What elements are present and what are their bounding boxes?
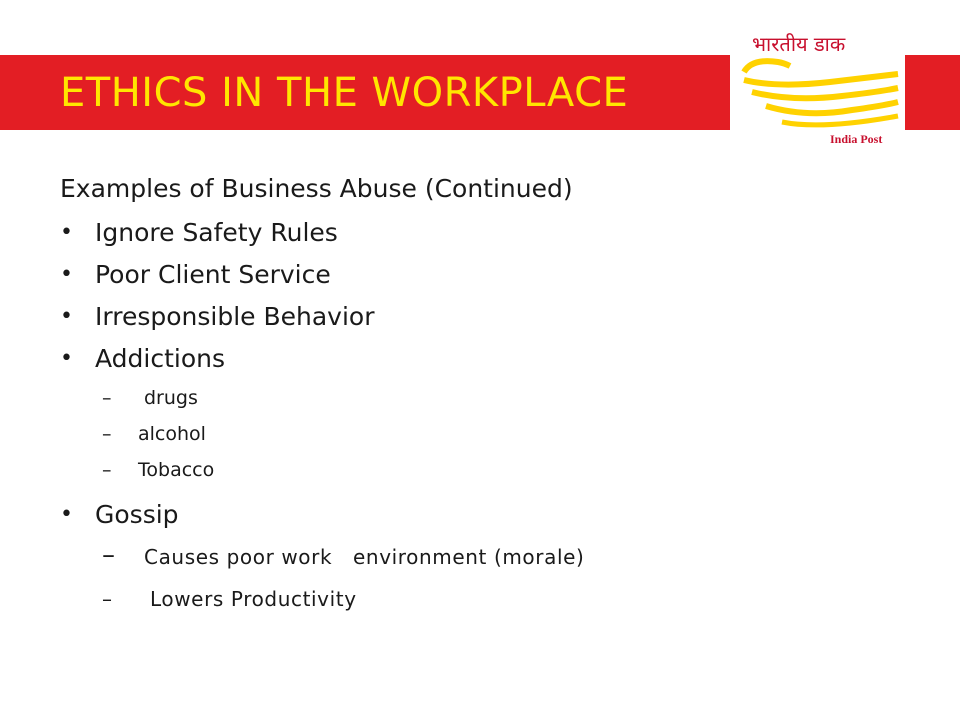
dash-icon: – xyxy=(102,540,116,570)
logo-hindi-text: भारतीय डाक xyxy=(752,32,846,56)
subitem-alcohol xyxy=(60,416,920,452)
bullet-label: Addictions xyxy=(95,344,226,373)
subitem-drugs xyxy=(60,380,920,416)
subitem-label: Lowers Productivity xyxy=(150,587,357,611)
bullet-poor-client-service xyxy=(60,254,920,296)
logo-english-text: India Post xyxy=(830,132,883,146)
bullet-irresponsible-behavior xyxy=(60,296,920,338)
bullet-icon: • xyxy=(60,502,73,527)
dash-icon: – xyxy=(102,423,112,445)
subitem-label: Causes poor work environment (morale) xyxy=(144,545,585,569)
bullet-icon: • xyxy=(60,262,73,287)
bullet-icon: • xyxy=(60,220,73,245)
dash-icon: – xyxy=(102,459,112,481)
subitem-causes-poor-work-environment xyxy=(60,536,920,578)
bullet-label: Ignore Safety Rules xyxy=(95,218,338,247)
bullet-icon: • xyxy=(60,346,73,371)
bullet-label: Gossip xyxy=(95,500,179,529)
bullet-label: Poor Client Service xyxy=(95,260,331,289)
bullet-ignore-safety-rules xyxy=(60,212,920,254)
bullet-addictions xyxy=(60,338,920,380)
subitem-label: alcohol xyxy=(138,423,206,445)
bullet-label: Irresponsible Behavior xyxy=(95,302,375,331)
bullet-gossip xyxy=(60,494,920,536)
intro-heading: Examples of Business Abuse (Continued) xyxy=(60,174,573,203)
subitem-tobacco xyxy=(60,452,920,488)
bullet-icon: • xyxy=(60,304,73,329)
india-post-logo xyxy=(722,22,912,152)
slide-title: ETHICS IN THE WORKPLACE xyxy=(60,70,629,116)
subitem-lowers-productivity xyxy=(60,578,920,620)
subitem-label: drugs xyxy=(144,387,198,409)
dash-icon: – xyxy=(102,387,112,409)
subitem-label: Tobacco xyxy=(138,459,215,481)
slide-content xyxy=(60,170,920,620)
dash-icon: – xyxy=(102,587,113,611)
